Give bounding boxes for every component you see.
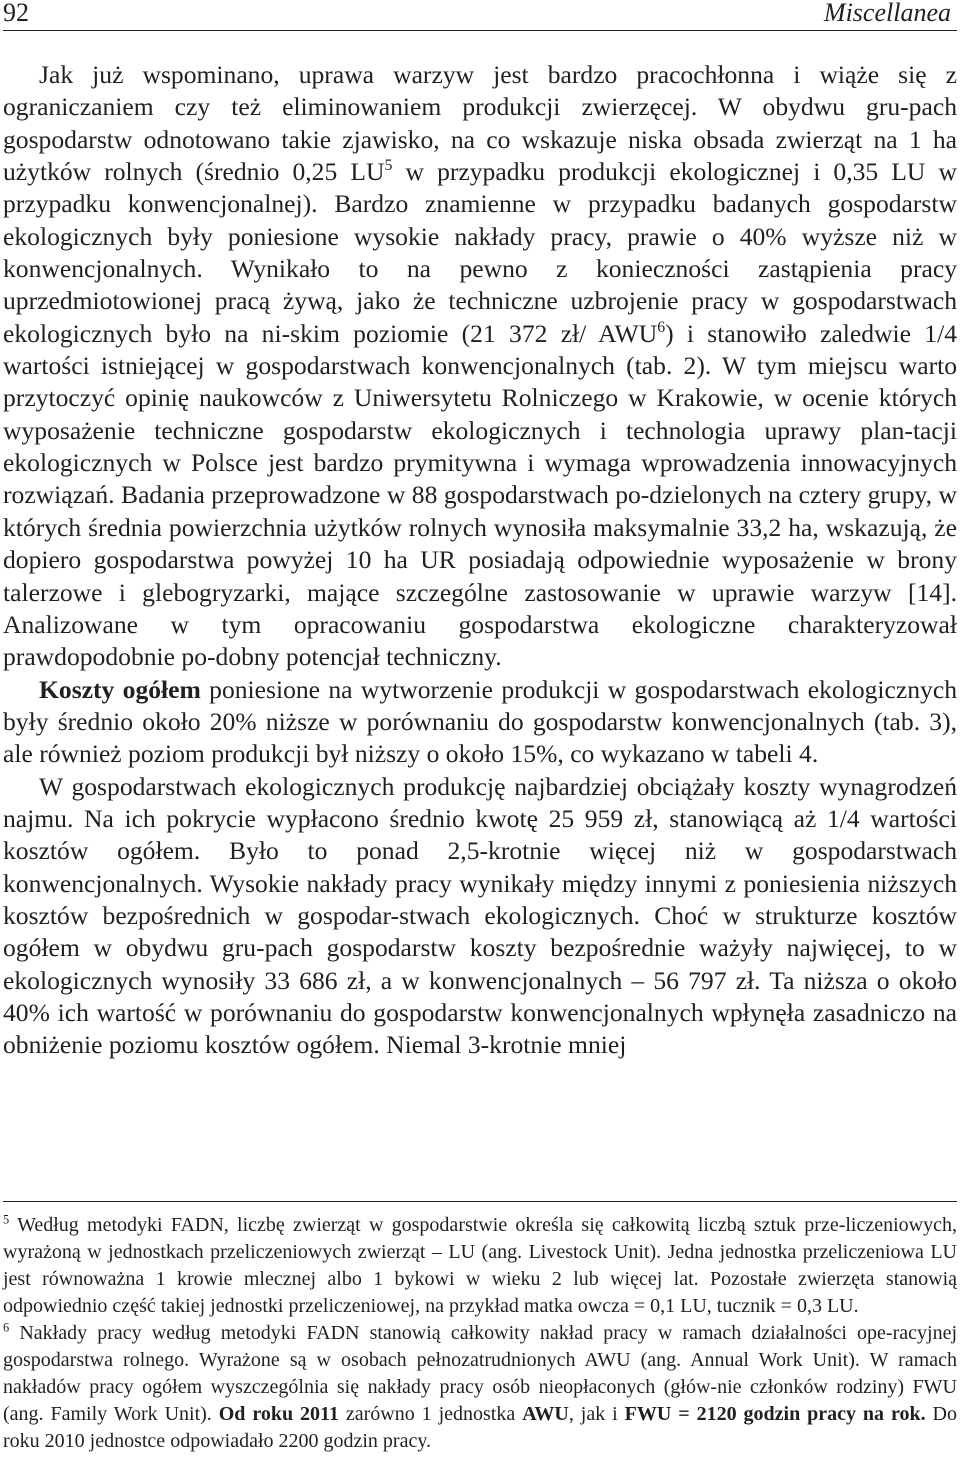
paragraph-1-part-1: Jak już wspominano, uprawa warzyw jest bardzo pracochłonna i wiąże się z ograniczaniem czy też eliminowaniem produkcji zwierzęcej. W obydwu gru-pach gospodarstw odnotowano takie zjawisko, na co wskazuje niska obsada zwierząt na 1 ha użytków rolnych (średnio 0,25 LU	[3, 60, 957, 187]
page-header	[3, 0, 957, 31]
paragraph-1-part-2: w przypadku produkcji ekologicznej i 0,35 LU w przypadku konwencjonalnej). Bardzo znamienne w przypadku badanych gospodarstw ekologicznych były poniesione wysokie nakłady pracy, prawie o 40% wyższe niż w konwencjonalnych. Wynikało to na pewno z konieczności zastąpienia pracy uprzedmiotowionej pracą żywą, jako że techniczne uzbrojenie pracy w gospodarstwach ekologicznych było na ni-skim poziomie (21 372 zł/ AWU	[3, 157, 957, 348]
footnote-6-mark: 6	[3, 1320, 10, 1335]
body-text	[3, 59, 957, 1062]
footnotes	[3, 1212, 957, 1455]
paragraph-2	[3, 674, 957, 771]
footnote-6-bold-1: Od roku 2011	[218, 1403, 339, 1425]
paragraph-3	[3, 771, 957, 1062]
footnote-ref-6: 6	[657, 318, 666, 336]
footnote-6-text-1: Nakłady pracy według metodyki FADN stanowią całkowity nakład pracy w ramach działalności ope-racyjnej gospodarstwa rolnego. Wyrażone są w osobach pełnozatrudnionych AWU (ang. Annual Work Unit). W ramach nakładów pracy ogółem wyszczególnia się nakłady pracy osób nieopłaconych (głów-nie członków rodziny) FWU (ang. Family Work Unit).	[3, 1322, 957, 1425]
footnote-5-text: Według metodyki FADN, liczbę zwierząt w gospodarstwie określa się całkowitą liczbą sztuk prze-liczeniowych, wyrażoną w jednostkach przeliczeniowych zwierząt – LU (ang. Livestock Unit). Jedna jednostka przeliczeniowa LU jest równoważna 1 krowie mlecznej albo 1 bykowi w wieku 2 lub więcej lat. Pozostałe zwierzęta stanowią odpowiednio część takiej jednostki przeliczeniowej, na przykład matka owcza = 0,1 LU, tucznik = 0,3 LU.	[3, 1214, 957, 1317]
footnote-6	[3, 1320, 957, 1455]
footnote-ref-5: 5	[384, 157, 393, 175]
page-number: 92	[3, 0, 29, 27]
paragraph-1-part-3: ) i stanowiło zaledwie 1/4 wartości istniejącej w gospodarstwach konwencjonalnych (tab. 2). W tym miejscu warto przytoczyć opinię naukowców z Uniwersytetu Rolniczego w Krakowie, w ocenie których wyposażenie techniczne gospodarstw ekologicznych i technologia uprawy plan-tacji ekologicznych w Polsce jest bardzo prymitywna i wymaga wprowadzenia innowacyjnych rozwiązań. Badania przeprowadzone w 88 gospodarstwach po-dzielonych na cztery grupy, w których średnia powierzchnia użytków rolnych wynosiła maksymalnie 33,2 ha, wskazują, że dopiero gospodarstwa powyżej 10 ha UR posiadają odpowiednie wyposażenie w brony talerzowe i glebogryzarki, mające szczególne zastosowanie w uprawie warzyw [14]. Analizowane w tym opracowaniu gospodarstwa ekologiczne charakteryzował prawdopodobnie po-dobny potencjał techniczny.	[3, 318, 957, 672]
footnote-6-bold-3: FWU = 2120 godzin pracy na rok.	[624, 1403, 926, 1425]
footnote-5	[3, 1212, 957, 1320]
paragraph-3-text: W gospodarstwach ekologicznych produkcję najbardziej obciążały koszty wynagrodzeń najmu. Na ich pokrycie wypłacono średnio kwotę 25 959 zł, stanowiącą aż 1/4 wartości kosztów ogółem. Było to ponad 2,5-krotnie więcej niż w gospodarstwach konwencjonalnych. Wysokie nakłady pracy wynikały między innymi z poniesienia niższych kosztów bezpośrednich w gospodar-stwach ekologicznych. Choć w strukturze kosztów ogółem w obydwu gru-pach gospodarstw koszty bezpośrednie ważyły najwięcej, to w ekologicznych wynosiły 33 686 zł, a w konwencjonalnych – 56 797 zł. Ta niższa o około 40% ich wartość w porównaniu do gospodarstw konwencjonalnych wpłynęła zasadniczo na obniżenie poziomu kosztów ogółem. Niemal 3-krotnie mniej	[3, 771, 957, 1060]
footnote-6-text-3: , jak i	[568, 1403, 625, 1425]
paragraph-2-bold-lead: Koszty ogółem	[39, 674, 201, 704]
footnote-5-mark: 5	[3, 1212, 10, 1227]
footnote-separator	[3, 1201, 957, 1202]
paragraph-2-text: poniesione na wytworzenie produkcji w gospodarstwach ekologicznych były średnio około 20% niższe w porównaniu do gospodarstw konwencjonalnych (tab. 3), ale również poziom produkcji był niższy o około 15%, co wykazano w tabeli 4.	[3, 674, 957, 769]
footnote-6-bold-2: AWU	[522, 1403, 569, 1425]
footnote-6-text-2: zarówno 1 jednostka	[338, 1403, 523, 1425]
footnote-6-text-4: Do roku 2010 jednostce odpowiadało 2200 godzin pracy.	[3, 1403, 958, 1452]
paragraph-1	[3, 59, 957, 674]
running-title: Miscellanea	[823, 0, 951, 27]
